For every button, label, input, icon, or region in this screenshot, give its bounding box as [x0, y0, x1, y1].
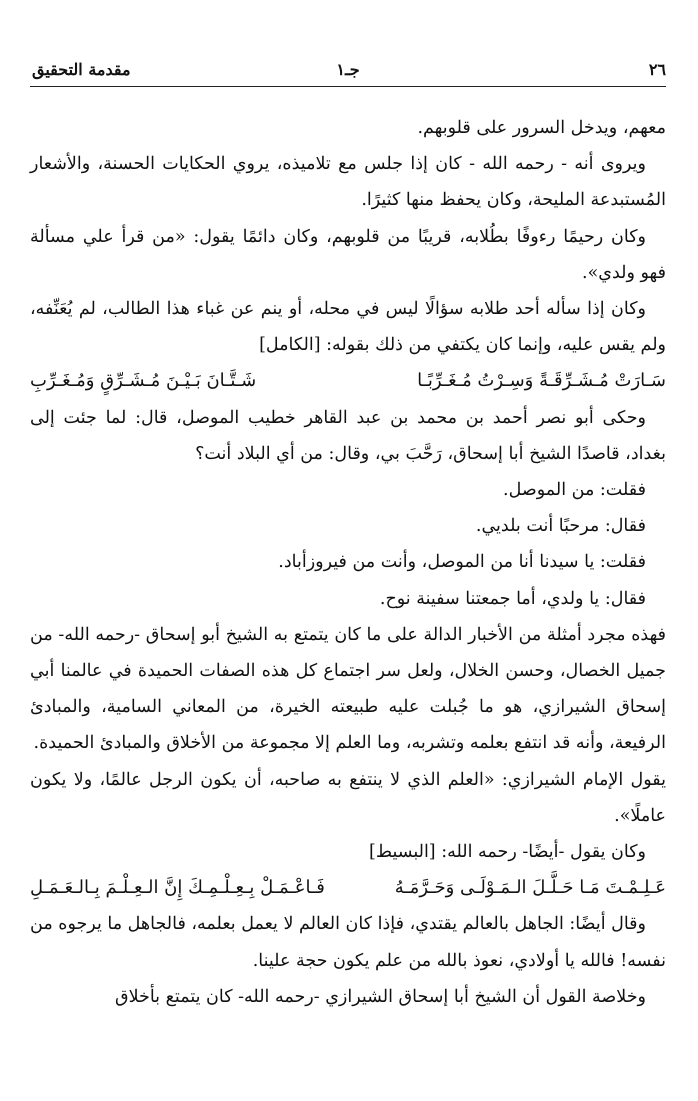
- section-title: مقدمة التحقيق: [32, 60, 131, 79]
- verse-first-hemistich: سَـارَتْ مُـشَـرِّقَـةً وَسِـرْتُ مُـغَـرِّبًـا: [417, 370, 666, 392]
- paragraph: فقال: يا ولدي، أما جمعتنا سفينة نوح.: [379, 588, 646, 609]
- verse-first-hemistich: عَـلِـمْـتَ مَـا حَـلَّـلَ الـمَـوْلَـى وَحَـرَّمَـهُ: [394, 877, 666, 899]
- paragraph: فهذه مجرد أمثلة من الأخبار الدالة على ما كان يتمتع به الشيخ أبو إسحاق -رحمه الله- من جميل الخصال، وحسن الخلال، ولعل سر اجتماع كل هذه الصفات الحميدة في عالمنا أبي إسحاق الشيرازي، هو ما جُبلت عليه طبيعته الخيرة، من المعاني السامية، والمبادئ الرفيعة، وأنه قد انتفع بعلمه وتشربه، وما العلم إلا مجموعة من الأخلاق والمبادئ الحميدة.: [30, 624, 666, 754]
- paragraph: وحكى أبو نصر أحمد بن محمد بن عبد القاهر خطيب الموصل، قال: لما جئت إلى بغداد، قاصدًا الشيخ أبا إسحاق، رَحَّبَ بي، وقال: من أي البلاد أنت؟: [30, 407, 666, 464]
- poetry-verse: [30, 870, 666, 906]
- paragraph: فقلت: يا سيدنا أنا من الموصل، وأنت من فيروزأباد.: [278, 552, 646, 573]
- verse-second-hemistich: فَـاعْـمَـلْ بِـعِـلْـمِـكَ إِنَّ الـعِـلْـمَ بِـالـعَـمَـلِ: [30, 877, 325, 899]
- running-header: [30, 60, 666, 87]
- paragraph: وقال أيضًا: الجاهل بالعالم يقتدي، فإذا كان العالم لا يعمل بعلمه، فالجاهل ما يرجوه من نفسه! فالله يا أولادي، نعوذ بالله من علم يكون حجة علينا.: [30, 914, 666, 971]
- paragraph: فقلت: من الموصل.: [503, 480, 646, 501]
- paragraph: وكان رحيمًا رءوفًا بطُلابه، قريبًا من قلوبهم، وكان دائمًا يقول: «من قرأ علي مسألة فهو ولدي».: [30, 226, 666, 283]
- paragraph: وكان يقول -أيضًا- رحمه الله: [البسيط]: [369, 842, 646, 863]
- paragraph: فقال: مرحبًا أنت بلديي.: [475, 516, 646, 537]
- volume-label: جـ١: [336, 60, 360, 79]
- paragraph: ويروى أنه - رحمه الله - كان إذا جلس مع تلاميذه، يروي الحكايات الحسنة، والأشعار المُستبدعة المليحة، وكان يحفظ منها كثيرًا.: [30, 154, 666, 211]
- paragraph: معهم، ويدخل السرور على قلوبهم.: [417, 118, 666, 138]
- page-number: ٢٦: [648, 60, 666, 79]
- paragraph: وخلاصة القول أن الشيخ أبا إسحاق الشيرازي -رحمه الله- كان يتمتع بأخلاق: [115, 986, 646, 1007]
- poetry-verse: [30, 363, 666, 399]
- verse-second-hemistich: شَـتَّـانَ بَـيْـنَ مُـشَـرِّقٍ وَمُـغَـرِّبِ: [30, 370, 257, 392]
- page-body: [30, 110, 666, 1015]
- paragraph: يقول الإمام الشيرازي: «العلم الذي لا ينتفع به صاحبه، أن يكون الرجل عالمًا، ولا يكون عاملًا».: [30, 769, 666, 826]
- paragraph: وكان إذا سأله أحد طلابه سؤالًا ليس في محله، أو ينم عن غباء هذا الطالب، لم يُعَنِّفه، ولم يقس عليه، وإنما كان يكتفي من ذلك بقوله: [الكامل]: [30, 299, 666, 356]
